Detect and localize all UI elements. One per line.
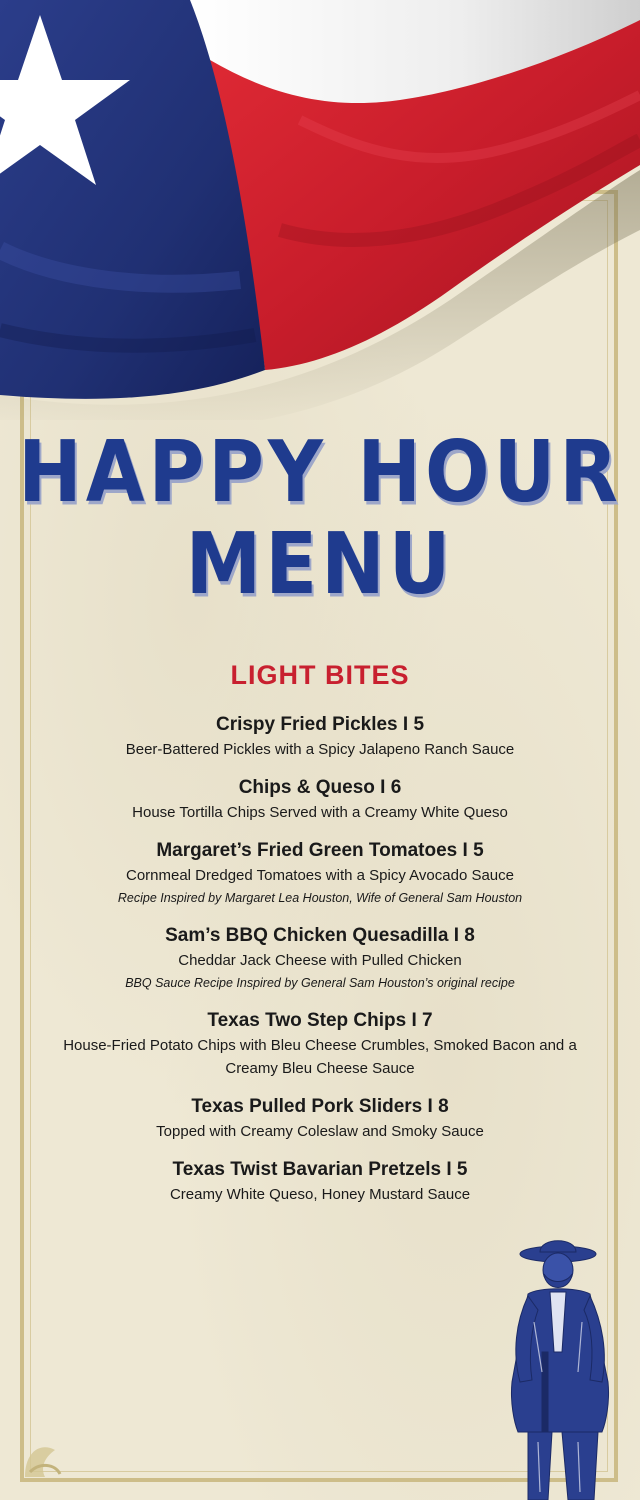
item-description: Creamy White Queso, Honey Mustard Sauce (169, 1186, 471, 1203)
menu-title (0, 421, 640, 614)
corner-ornament-icon (20, 1412, 90, 1482)
item-note: Recipe Inspired by Margaret Lea Houston, Wife of General Sam Houston (117, 891, 523, 905)
title-line-2: MENU (185, 513, 455, 614)
section-title: LIGHT BITES (230, 660, 410, 690)
item-name: Margaret’s Fried Green Tomatoes I 5 (156, 840, 484, 861)
item-name: Sam’s BBQ Chicken Quesadilla I 8 (165, 925, 475, 946)
item-description: House Tortilla Chips Served with a Creamy White Queso (132, 804, 508, 821)
menu-item (60, 1157, 580, 1206)
title-line-1: HAPPY HOUR (18, 421, 622, 522)
menu-item (60, 923, 580, 994)
menu-item (60, 712, 580, 761)
menu-item (60, 775, 580, 824)
texas-flag-icon (0, 0, 640, 420)
menu-items-list (60, 712, 580, 1220)
item-description: Cheddar Jack Cheese with Pulled Chicken (178, 952, 462, 969)
item-name: Texas Pulled Pork Sliders I 8 (191, 1096, 449, 1117)
menu-item (60, 1094, 580, 1143)
item-description: House-Fried Potato Chips with Bleu Cheese Crumbles, Smoked Bacon and a Creamy Bleu Cheese Sauce (63, 1037, 577, 1077)
item-name: Texas Twist Bavarian Pretzels I 5 (172, 1159, 468, 1180)
item-note: BBQ Sauce Recipe Inspired by General Sam Houston’s original recipe (125, 976, 515, 990)
item-name: Texas Two Step Chips I 7 (207, 1010, 433, 1031)
item-name: Crispy Fried Pickles I 5 (215, 714, 425, 735)
menu-item (60, 1008, 580, 1080)
item-description: Cornmeal Dredged Tomatoes with a Spicy Avocado Sauce (125, 867, 514, 884)
cowboy-figure-icon (498, 1232, 628, 1500)
item-name: Chips & Queso I 6 (238, 777, 402, 798)
menu-item (60, 838, 580, 909)
item-description: Topped with Creamy Coleslaw and Smoky Sauce (156, 1123, 484, 1140)
item-description: Beer-Battered Pickles with a Spicy Jalapeno Ranch Sauce (125, 741, 515, 758)
